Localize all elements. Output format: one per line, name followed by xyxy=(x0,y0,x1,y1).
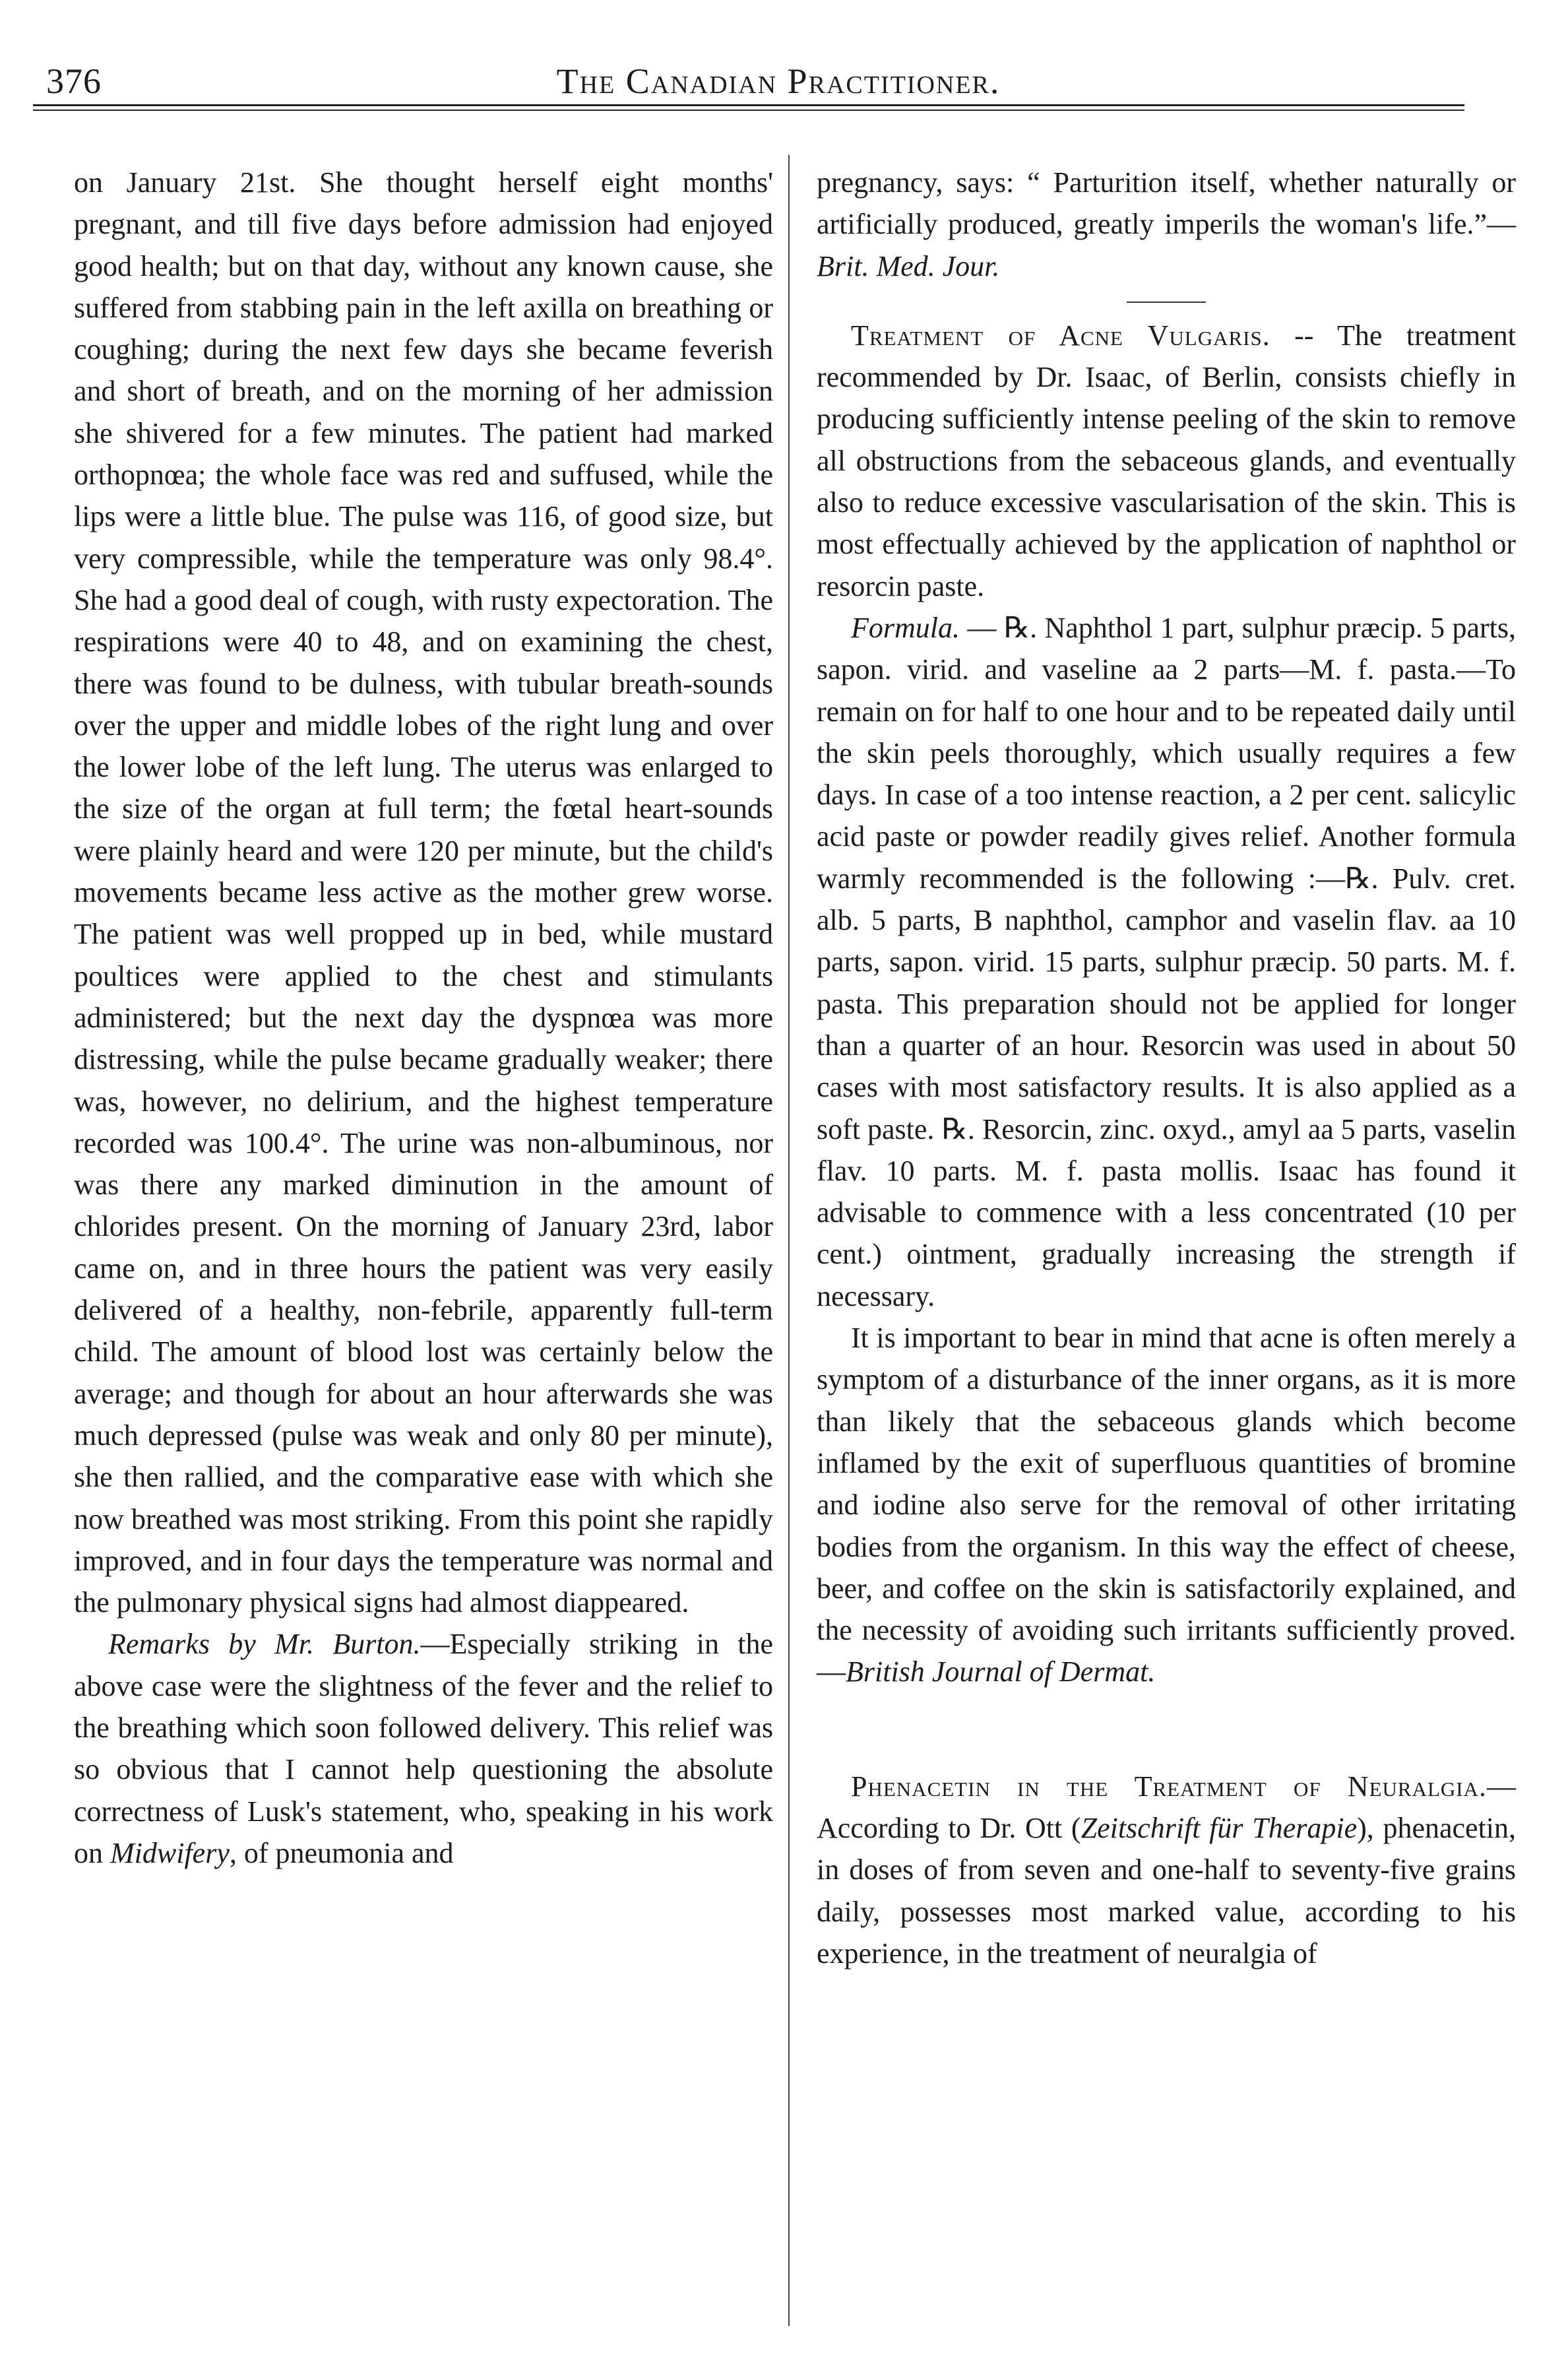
right-column xyxy=(817,162,1516,1974)
acne-closing-text: It is important to bear in mind that acne is often merely a symptom of a disturbance of the inner organs, as it is more than likely that the sebaceous glands which become inflamed by the exit of superfluous quantities of bromine and iodine also serve for the removal of other irritating bodies from the organism. In this way the effect of cheese, beer, and coffee on the skin is satisfactorily explained, and the necessity of avoiding such irritants sufficiently proved.— xyxy=(817,1322,1516,1688)
continuation-source: Brit. Med. Jour. xyxy=(817,249,1000,282)
acne-closing-paragraph xyxy=(817,1317,1516,1693)
continuation-paragraph xyxy=(817,162,1516,287)
acne-source: British Journal of Dermat. xyxy=(846,1655,1156,1688)
header-rule xyxy=(33,104,1464,106)
acne-intro-text: -- The treatment recommended by Dr. Isaac, of Berlin, consists chiefly in producing sufficiently intense peeling of the skin to remove all obstructions from the sebaceous glands, and eventually also to reduce excessive vascularisation of the skin. This is most effectually achieved by the application of naphthol or resorcin paste. xyxy=(817,319,1516,602)
section-gap xyxy=(817,1693,1516,1766)
phenacetin-journal: Zeitschrift für Therapie xyxy=(1081,1811,1358,1844)
running-title: The Canadian Practitioner. xyxy=(556,61,1001,101)
left-column xyxy=(74,162,773,1874)
phenacetin-intro-text: —According to Dr. Ott ( xyxy=(817,1770,1516,1844)
phenacetin-text: ), phenacetin, in doses of from seven and one-half to seventy-five grains daily, possesses most marked value, according to his experience, in the treatment of neuralgia of xyxy=(817,1811,1517,1970)
phenacetin-article-title: Phenacetin in the Treatment of Neuralgia. xyxy=(851,1770,1487,1803)
continuation-text: pregnancy, says: “ Parturition itself, whether naturally or artificially produced, greatly imperils the woman's life.”— xyxy=(817,166,1516,241)
formula-label: Formula. xyxy=(851,611,960,644)
remarks-book-title: Midwifery xyxy=(110,1836,230,1869)
remarks-tail: , of pneumonia and xyxy=(229,1836,454,1869)
acne-article-title: Treatment of Acne Vulgaris. xyxy=(851,319,1270,352)
remarks-paragraph xyxy=(74,1623,773,1874)
phenacetin-article-intro xyxy=(817,1766,1516,1974)
section-separator xyxy=(1127,302,1206,303)
acne-article-intro xyxy=(817,315,1516,607)
case-report-paragraph: on January 21st. She thought herself eight months' pregnant, and till five days before admission had enjoyed good health; but on that day, without any known cause, she suffered from stabbing pain in the left axilla on breathing or coughing; during the next few days she became feverish and short of breath, and on the morning of her admission she shivered for a few minutes. The patient had marked orthopnœa; the whole face was red and suffused, while the lips were a little blue. The pulse was 116, of good size, but very compressible, while the temperature was only 98.4°. She had a good deal of cough, with rusty expectoration. The respirations were 40 to 48, and on examining the chest, there was found to be dulness, with tubular breath-sounds over the upper and middle lobes of the right lung and over the lower lobe of the left lung. The uterus was enlarged to the size of the organ at full term; the fœtal heart-sounds were plainly heard and were 120 per minute, but the child's movements became less active as the mother grew worse. The patient was well propped up in bed, while mustard poultices were applied to the chest and stimulants administered; but the next day the dyspnœa was more distressing, while the pulse became gradually weaker; there was, however, no delirium, and the highest temperature recorded was 100.4°. The urine was non-albuminous, nor was there any marked diminution in the amount of chlorides present. On the morning of January 23rd, labor came on, and in three hours the patient was very easily delivered of a healthy, non-febrile, apparently full-term child. The amount of blood lost was certainly below the average; and though for about an hour afterwards she was much depressed (pulse was weak and only 80 per minute), she then rallied, and the comparative ease with which she now breathed was most striking. From this point she rapidly improved, and in four days the temperature was normal and the pulmonary physical signs had almost diappeared. xyxy=(74,166,773,1619)
page-header xyxy=(46,28,1511,127)
header-rule-secondary xyxy=(33,110,1464,111)
column-divider xyxy=(788,155,790,2326)
formula-text: — ℞. Naphthol 1 part, sulphur præcip. 5 parts, sapon. virid. and vaseline aa 2 parts—M. f. pasta.—To remain on for half to one hour and to be repeated daily until the skin peels thoroughly, which usually requires a few days. In case of a too intense reaction, a 2 per cent. salicylic acid paste or powder readily gives relief. Another formula warmly recommended is the following :—℞. Pulv. cret. alb. 5 parts, B naphthol, camphor and vaselin flav. aa 10 parts, sapon. virid. 15 parts, sulphur præcip. 50 parts. M. f. pasta. This preparation should not be applied for longer than a quarter of an hour. Resorcin was used in about 50 cases with most satisfactory results. It is also applied as a soft paste. ℞. Resorcin, zinc. oxyd., amyl aa 5 parts, vaselin flav. 10 parts. M. f. pasta mollis. Isaac has found it advisable to commence with a less concentrated (10 per cent.) ointment, gradually increasing the strength if necessary. xyxy=(817,611,1516,1312)
page-number: 376 xyxy=(46,61,102,101)
remarks-text: —Especially striking in the above case were the slightness of the fever and the relief to the breathing which soon followed delivery. This relief was so obvious that I cannot help questioning the absolute correctness of Lusk's statement, who, speaking in his work on xyxy=(74,1628,773,1869)
remarks-label: Remarks by Mr. Burton. xyxy=(108,1628,421,1661)
acne-formula-paragraph xyxy=(817,607,1516,1317)
